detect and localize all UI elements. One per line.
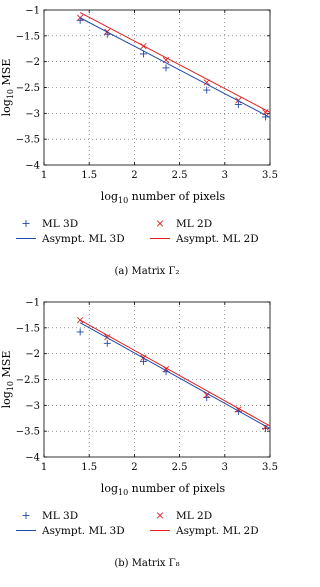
x-tick-label: 3 (221, 170, 228, 181)
data-point-ml-3d (163, 64, 170, 71)
figure-caption: (a) Matrix Γ₂ (114, 266, 180, 277)
y-tick-label: −3 (25, 400, 40, 412)
legend-item-asympt-ml-2d (150, 233, 259, 245)
series-line-asympt-ml-2d (80, 320, 270, 426)
x-tick-label: 2.5 (171, 170, 188, 181)
legend-label: ML 2D (176, 510, 213, 522)
x-tick-label: 3.5 (262, 462, 278, 473)
series-line-asympt-ml-2d (80, 13, 270, 113)
legend-label: Asympt. ML 2D (176, 233, 259, 245)
legend-label: Asympt. ML 2D (176, 525, 259, 537)
y-tick-label: −1 (25, 297, 40, 309)
legend-item-asympt-ml-3d (16, 525, 125, 537)
legend-item-ml-3d (23, 510, 79, 522)
legend-label: ML 3D (42, 510, 79, 522)
legend-label: Asympt. ML 3D (42, 525, 125, 537)
x-tick-label: 3 (221, 462, 228, 473)
x-tick-label: 3.5 (262, 170, 278, 181)
y-tick-label: −4 (25, 452, 40, 464)
y-tick-label: −2.5 (15, 83, 40, 94)
x-tick-label: 1.5 (81, 170, 98, 181)
data-point-ml-2d (77, 317, 83, 323)
x-axis-label: $\log_{10}$ number of pixels (100, 190, 226, 205)
y-axis-label: $\log_{10}$ MSE (0, 58, 15, 117)
y-tick-label: −3.5 (15, 426, 40, 438)
y-tick-label: −2.5 (15, 375, 40, 386)
series-line-asympt-ml-3d (80, 18, 270, 118)
legend-item-ml-3d (23, 218, 79, 230)
x-axis-label: $\log_{10}$ number of pixels (100, 482, 226, 497)
legend-label: Asympt. ML 3D (42, 233, 125, 245)
legend-item-asympt-ml-2d (150, 525, 259, 537)
series-line-asympt-ml-3d (80, 323, 270, 429)
y-tick-label: −1 (25, 5, 40, 17)
data-point-ml-3d (77, 328, 84, 335)
y-tick-label: −1.5 (15, 323, 40, 335)
x-tick-label: 1.5 (81, 462, 98, 473)
y-tick-label: −2 (25, 349, 40, 361)
legend-item-ml-2d (157, 510, 212, 522)
data-point-ml-3d (104, 340, 111, 347)
legend-label: ML 2D (176, 218, 213, 230)
y-tick-label: −4 (25, 160, 40, 172)
y-tick-label: −2 (25, 57, 40, 69)
y-axis-label: $\log_{10}$ MSE (0, 350, 15, 409)
figure-caption: (b) Matrix Γ₈ (114, 558, 180, 569)
y-tick-label: −3 (25, 108, 40, 120)
x-tick-label: 2.5 (171, 462, 188, 473)
legend-item-asympt-ml-3d (16, 233, 125, 245)
x-tick-label: 1 (40, 462, 48, 473)
legend-item-ml-2d (157, 218, 212, 230)
x-tick-label: 1 (40, 170, 48, 181)
legend-label: ML 3D (42, 218, 79, 230)
y-tick-label: −1.5 (15, 31, 40, 43)
y-tick-label: −3.5 (15, 134, 40, 146)
chart-panel-2 (0, 298, 278, 570)
chart-panel-1 (0, 6, 278, 278)
x-tick-label: 2 (131, 462, 138, 473)
x-tick-label: 2 (131, 170, 138, 181)
